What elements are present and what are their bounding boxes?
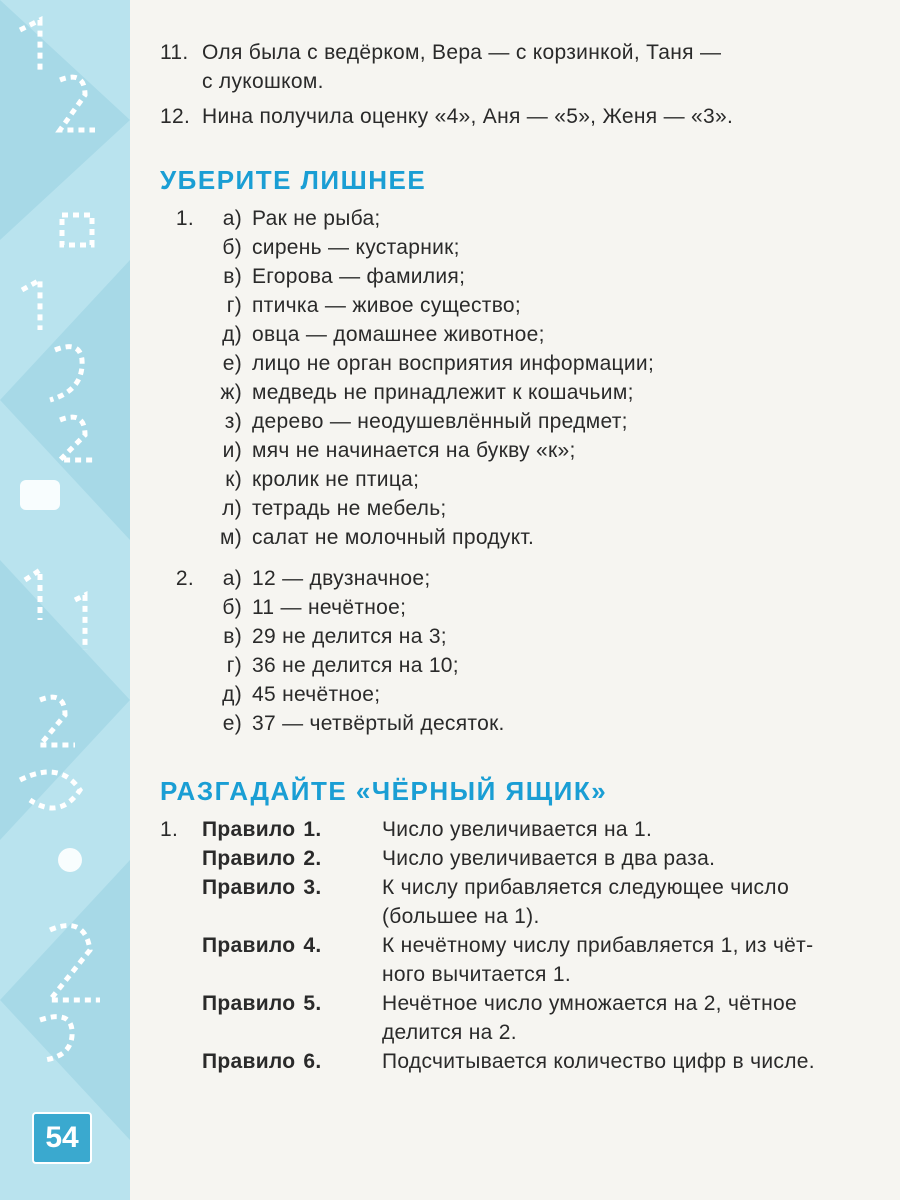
rule-text: делится на 2. bbox=[382, 1021, 517, 1044]
task-group bbox=[160, 204, 880, 552]
item-text: медведь не принадлежит к кошачьим; bbox=[252, 381, 634, 404]
item-text: птичка — живое существо; bbox=[252, 294, 522, 317]
item-letter: з) bbox=[224, 410, 242, 433]
rule-label: Правило 4. bbox=[202, 934, 322, 957]
item-text: овца — домашнее животное; bbox=[252, 323, 545, 346]
item-text: Егорова — фамилия; bbox=[252, 265, 466, 288]
item-letter: в) bbox=[223, 625, 242, 648]
item-text: салат не молочный продукт. bbox=[252, 526, 535, 549]
item-letter: б) bbox=[222, 596, 242, 619]
item-letter: в) bbox=[223, 265, 242, 288]
item-text: 37 — четвёртый десяток. bbox=[252, 712, 505, 735]
item-text: лицо не орган восприятия информации; bbox=[252, 352, 655, 375]
item-letter: г) bbox=[226, 654, 242, 677]
rule-label: Правило 2. bbox=[202, 847, 322, 870]
item-text: 29 не делится на 3; bbox=[252, 625, 447, 648]
page-number-badge: 54 bbox=[32, 1112, 92, 1164]
rule-text: Нечётное число умножается на 2, чётное bbox=[382, 992, 797, 1015]
item-text: дерево — неодушевлённый предмет; bbox=[252, 410, 628, 433]
rule-text: ного вычитается 1. bbox=[382, 963, 571, 986]
item-letter: л) bbox=[222, 497, 242, 520]
item-text: 11 — нечётное; bbox=[252, 596, 407, 619]
task-number: 2. bbox=[175, 567, 194, 590]
rule-text: Подсчитывается количество цифр в числе. bbox=[382, 1050, 815, 1073]
task-number: 1. bbox=[160, 818, 179, 841]
item-letter: и) bbox=[222, 439, 242, 462]
item-text: мяч не начинается на букву «к»; bbox=[252, 439, 576, 462]
item-number: 11. bbox=[160, 41, 189, 64]
task-number: 1. bbox=[175, 207, 194, 230]
rule-label: Правило 3. bbox=[202, 876, 322, 899]
section-heading-remove-extra: УБЕРИТЕ ЛИШНЕЕ bbox=[160, 165, 427, 195]
item-text: Рак не рыба; bbox=[252, 207, 381, 230]
item-text: 12 — двузначное; bbox=[252, 567, 431, 590]
item-letter: а) bbox=[222, 207, 242, 230]
item-letter: ж) bbox=[220, 381, 242, 404]
item-letter: а) bbox=[222, 567, 242, 590]
rules-list bbox=[160, 815, 880, 1076]
item-text: кролик не птица; bbox=[252, 468, 420, 491]
section-heading-black-box: РАЗГАДАЙТЕ «ЧЁРНЫЙ ЯЩИК» bbox=[160, 776, 608, 806]
item-number: 12. bbox=[160, 105, 191, 128]
page-content bbox=[160, 38, 880, 1076]
item-text: с лукошком. bbox=[202, 70, 324, 93]
item-text: тетрадь не мебель; bbox=[252, 497, 447, 520]
item-letter: е) bbox=[222, 352, 242, 375]
intro-item bbox=[160, 102, 880, 131]
item-text: Оля была с ведёрком, Вера — с корзинкой, Таня — bbox=[202, 41, 722, 64]
item-letter: д) bbox=[222, 323, 242, 346]
item-text: 36 не делится на 10; bbox=[252, 654, 459, 677]
item-letter: г) bbox=[226, 294, 242, 317]
rule-text: (большее на 1). bbox=[382, 905, 540, 928]
rule-text: Число увеличивается в два раза. bbox=[382, 847, 716, 870]
item-text: 45 нечётное; bbox=[252, 683, 381, 706]
number-pattern-decoration bbox=[0, 0, 130, 1200]
rule-text: Число увеличивается на 1. bbox=[382, 818, 653, 841]
item-letter: б) bbox=[222, 236, 242, 259]
item-letter: к) bbox=[225, 468, 242, 491]
item-letter: е) bbox=[222, 712, 242, 735]
rule-label: Правило 1. bbox=[202, 818, 322, 841]
rule-text: К нечётному числу прибавляется 1, из чёт- bbox=[382, 934, 814, 957]
item-letter: д) bbox=[222, 683, 242, 706]
rule-label: Правило 6. bbox=[202, 1050, 322, 1073]
rule-label: Правило 5. bbox=[202, 992, 322, 1015]
rule-text: К числу прибавляется следующее число bbox=[382, 876, 790, 899]
task-group bbox=[160, 564, 880, 738]
decorative-side-strip bbox=[0, 0, 130, 1200]
item-letter: м) bbox=[219, 526, 242, 549]
item-text: Нина получила оценку «4», Аня — «5», Женя — «3». bbox=[202, 105, 734, 128]
intro-item bbox=[160, 38, 880, 96]
item-text: сирень — кустарник; bbox=[252, 236, 460, 259]
